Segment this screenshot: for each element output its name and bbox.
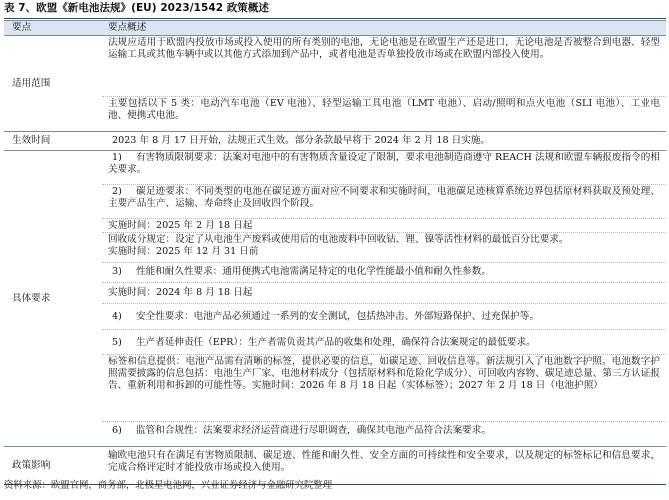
effective-text: 2023 年 8 月 17 日开始，法规正式生效。部分条款最早将于 2024 年 2 月 18 日实施。 [112, 135, 491, 146]
req-labelling: 标签和信息提供：电池产品需有清晰的标签，提供必要的信息，如碳足迹、回收信息等。新法规引入了电池数字护照。电池数字护照需要披露的信息包括：电池生产厂家、电池材料成分（包括原材料和危险化学成分）、可回收内容物、碳足迹总量、第三方认证报告、重新利用和拆卸的可能性等。实施时间：2026 年 8 月 18 日起（实体标签）；2027 年 2 月 18 日（电池护照） [102, 354, 666, 421]
item-number: 1) [112, 152, 122, 163]
row-label: 政策影响 [12, 459, 51, 471]
policy-table [4, 20, 666, 485]
impact-text: 输欧电池只有在满足有害物质限制、碳足迹、性能和耐久性、安全方面的可持续性和安全要求，以及规定的标签标记和信息要求，完成合格评定时才能投放市场或投入使用。 [108, 450, 660, 473]
table-row-scope [4, 36, 666, 132]
row-label: 具体要求 [12, 292, 51, 304]
req-epr: 5) 生产者延伸责任（EPR）：生产者需负责其产品的收集和处理，确保符合法案规定的最低要求。 [102, 329, 666, 354]
req-carbon-date: 实施时间：2025 年 2 月 18 日起 [102, 218, 666, 232]
req-recycled: 回收成分规定：设定了从电池生产废料或使用后的电池废料中回收钴、锂、镍等活性材料的最低百分比要求。 实施时间：2025 年 12 月 31 日前 [102, 232, 666, 262]
table-row-requirements [4, 151, 666, 447]
scope-paragraph-2: 主要包括以下 5 类：电动汽车电池（EV 电池）、轻型运输工具电池（LMT 电池）、启动/照明和点火电池（SLI 电池）、工业电池、便携式电池。 [102, 96, 666, 123]
row-label: 适用范围 [12, 77, 51, 89]
table-row-effective [4, 132, 666, 151]
req-recycled-date: 实施时间：2025 年 12 月 31 日前 [108, 245, 259, 257]
row-label: 生效时间 [12, 135, 51, 146]
item-number: 5) [112, 337, 122, 348]
item-number: 4) [112, 311, 122, 322]
item-number: 3) [112, 266, 122, 277]
source-note: 资料来源：欧盟官网，商务部，北极星电池网，兴业证券经济与金融研究院整理 [4, 480, 333, 491]
top-rule [4, 18, 666, 19]
table-title: 表 7、欧盟《新电池法规》(EU) 2023/1542 政策概述 [4, 2, 269, 14]
req-performance: 3) 性能和耐久性要求：通用便携式电池需满足特定的电化学性能最小值和耐久性参数。 [102, 262, 666, 282]
req-hazardous: 1) 有害物质限制要求：法案对电池中的有害物质含量设定了限制，要求电池制造商遵守 REACH 法规和欧盟车辆报废指令的相关要求。 [108, 152, 660, 175]
item-number: 6) [112, 425, 122, 436]
header-col-summary: 要点概述 [108, 22, 147, 33]
table-header [4, 20, 666, 36]
req-compliance: 6) 监管和合规性：法案要求经济运营商进行尽职调查，确保其电池产品符合法案要求。 [102, 421, 666, 439]
req-safety: 4) 安全性要求：电池产品必须通过一系列的安全测试，包括热冲击、外部短路保护、过充保护等。 [102, 303, 666, 329]
header-col-key: 要点 [12, 22, 32, 33]
item-number: 2) [112, 186, 122, 197]
req-performance-date: 实施时间：2024 年 8 月 18 日起 [102, 282, 666, 303]
req-carbon: 2) 碳足迹要求：不同类型的电池在碳足迹方面对应不同要求和实施时间，电池碳足迹核算系统边界包括原材料获取及预处理、主要产品生产、运输、寿命终止及回收四个阶段。 [102, 184, 666, 218]
scope-paragraph-1: 法规应适用于欧盟内投放市场或投入使用的所有类别的电池，无论电池是在欧盟生产还是进口，无论电池是否被整合到电器、轻型运输工具或其他车辆中或以其他方式添加到产品中，或者电池是否单独投放市场或在欧盟内部投入使用。 [108, 37, 660, 60]
